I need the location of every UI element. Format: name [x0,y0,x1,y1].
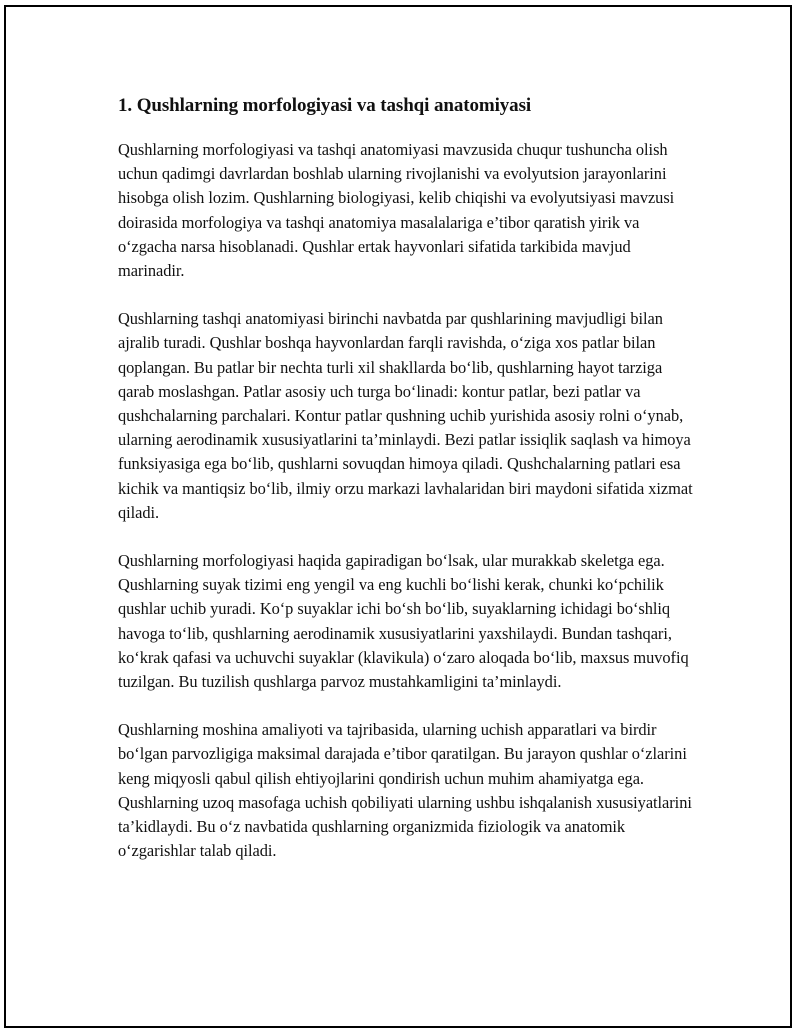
paragraph-2: Qushlarning tashqi anatomiyasi birinchi navbatda par qushlarining mavjudligi bilan ajralib turadi. Qushlar boshqa hayvonlardan farqli ravishda, o‘ziga xos patlar bilan qoplangan. Bu patlar bir nechta turli xil shakllarda bo‘lib, qushlarning hayot tarziga qarab moslashgan. Patlar asosiy uch turga bo‘linadi: kontur patlar, bezi patlar va qushchalarning parchalari. Kontur patlar qushning uchib yurishida asosiy rolni o‘ynab, ularning aerodinamik xususiyatlarini ta’minlaydi. Bezi patlar issiqlik saqlash va himoya funksiyasiga ega bo‘lib, qushlarni sovuqdan himoya qiladi. Qushchalarning patlari esa kichik va mantiqsiz bo‘lib, ilmiy orzu markazi lavhalaridan biri maydoni sifatida xizmat qiladi. [118,309,693,522]
paragraph-1: Qushlarning morfologiyasi va tashqi anatomiyasi mavzusida chuqur tushuncha olish uchun qadimgi davrlardan boshlab ularning rivojlanishi va evolyutsion jarayonlarini hisobga olish lozim. Qushlarning biologiyasi, kelib chiqishi va evolyutsiyasi mavzusi doirasida morfologiya va tashqi anatomiya masalalariga e’tibor qaratish yirik va o‘zgacha narsa hisoblanadi. Qushlar ertak hayvonlari sifatida tarkibida mavjud marinadir. [118,140,675,281]
paragraph-3: Qushlarning morfologiyasi haqida gapiradigan bo‘lsak, ular murakkab skeletga ega. Qushlarning suyak tizimi eng yengil va eng kuchli bo‘lishi kerak, chunki ko‘pchilik qushlar uchib yuradi. Ko‘p suyaklar ichi bo‘sh bo‘lib, suyaklarning ichidagi bo‘shliq havoga to‘lib, qushlarning aerodinamik xususiyatlarini yaxshilaydi. Bundan tashqari, ko‘krak qafasi va uchuvchi suyaklar (klavikula) o‘zaro aloqada bo‘lib, maxsus muvofiq tuzilgan. Bu tuzilish qushlarga parvoz mustahkamligini ta’minlaydi. [118,551,689,692]
document-body [118,92,696,887]
page-title: 1. Qushlarning morfologiyasi va tashqi anatomiyasi [118,95,532,116]
paragraph-4: Qushlarning moshina amaliyoti va tajribasida, ularning uchish apparatlari va birdir bo‘lgan parvozligiga maksimal darajada e’tibor qaratilgan. Bu jarayon qushlar o‘zlarini keng miqyosli qabul qilish ehtiyojlarini qondirish uchun muhim ahamiyatga ega. Qushlarning uzoq masofaga uchish qobiliyati ularning ushbu ishqalanish xususiyatlarini ta’kidlaydi. Bu o‘z navbatida qushlarning organizmida fiziologik va anatomik o‘zgarishlar talab qiladi. [118,720,692,861]
